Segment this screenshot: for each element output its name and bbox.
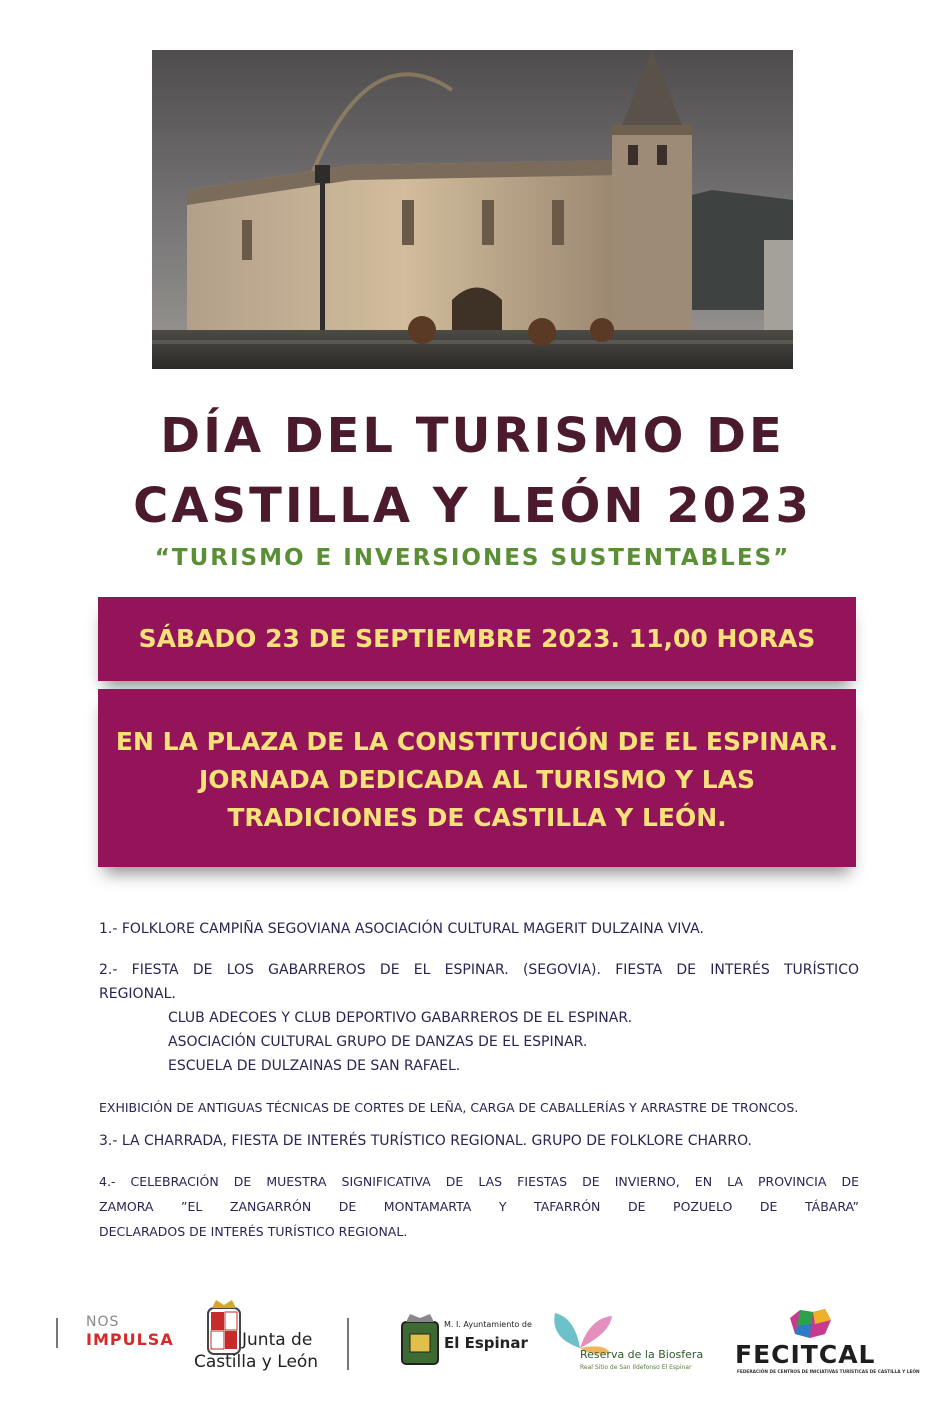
junta-logo bbox=[192, 1300, 332, 1380]
junta-line-1: Junta de bbox=[242, 1330, 313, 1350]
title-line-1: DÍA DEL TURISMO DE bbox=[160, 408, 785, 464]
fecitcal-name: FECITCAL bbox=[735, 1340, 876, 1369]
biosfera-logo bbox=[550, 1308, 704, 1378]
ayuntamiento-logo bbox=[400, 1312, 540, 1372]
title-line-2: CASTILLA Y LEÓN 2023 bbox=[133, 478, 812, 534]
program-sub-item-3: ESCUELA DE DULZAINAS DE SAN RAFAEL. bbox=[168, 1058, 461, 1074]
place-banner bbox=[98, 689, 856, 867]
biosfera-line-2: Real Sitio de San Ildefonso El Espinar bbox=[580, 1364, 692, 1371]
castle-shield-icon bbox=[400, 1312, 440, 1368]
subtitle: “TURISMO E INVERSIONES SUSTENTABLES” bbox=[154, 545, 791, 571]
fecitcal-logo bbox=[735, 1306, 920, 1376]
place-line-2: JORNADA DEDICADA AL TURISMO Y LAS bbox=[198, 765, 756, 794]
program-item-3: 3.- LA CHARRADA, FIESTA DE INTERÉS TURÍSTICO REGIONAL. GRUPO DE FOLKLORE CHARRO. bbox=[99, 1133, 752, 1149]
program-item-1: 1.- FOLKLORE CAMPIÑA SEGOVIANA ASOCIACIÓN CULTURAL MAGERIT DULZAINA VIVA. bbox=[99, 921, 704, 937]
program-sub-item-2: ASOCIACIÓN CULTURAL GRUPO DE DANZAS DE EL ESPINAR. bbox=[168, 1034, 588, 1050]
place-line-3: TRADICIONES DE CASTILLA Y LEÓN. bbox=[227, 803, 727, 832]
divider bbox=[56, 1318, 58, 1348]
program-exhibicion: EXHIBICIÓN DE ANTIGUAS TÉCNICAS DE CORTES DE LEÑA, CARGA DE CABALLERÍAS Y ARRASTRE DE TRONCOS. bbox=[99, 1100, 799, 1115]
church-photo bbox=[152, 50, 793, 369]
impulsa-text: IMPULSA bbox=[86, 1330, 174, 1349]
shield-icon bbox=[202, 1300, 246, 1360]
program-item-4-line-1: 4.- CELEBRACIÓN DE MUESTRA SIGNIFICATIVA DE LAS FIESTAS DE INVIERNO, EN LA PROVINCIA DE bbox=[99, 1174, 859, 1189]
program-item-4-line-2: ZAMORA ”EL ZANGARRÓN DE MONTAMARTA Y TAFARRÓN DE POZUELO DE TÁBARA” bbox=[99, 1199, 859, 1214]
program-item-2-line-2: REGIONAL. bbox=[99, 986, 176, 1002]
nos-text: NOS bbox=[86, 1314, 120, 1330]
ayto-line-2: El Espinar bbox=[444, 1334, 528, 1352]
program-sub-item-1: CLUB ADECOES Y CLUB DEPORTIVO GABARREROS DE EL ESPINAR. bbox=[168, 1010, 633, 1026]
date-banner: SÁBADO 23 DE SEPTIEMBRE 2023. 11,00 HORAS bbox=[98, 597, 856, 681]
place-line-1: EN LA PLAZA DE LA CONSTITUCIÓN DE EL ESPINAR. bbox=[115, 727, 839, 756]
biosfera-line-1: Reserva de la Biosfera bbox=[580, 1348, 704, 1361]
fecitcal-subtitle: FEDERACIÓN DE CENTROS DE INICIATIVAS TURÍSTICAS DE CASTILLA Y LEÓN bbox=[737, 1370, 920, 1375]
divider bbox=[347, 1318, 349, 1370]
ayto-line-1: M. I. Ayuntamiento de bbox=[444, 1320, 532, 1329]
junta-line-2: Castilla y León bbox=[194, 1352, 319, 1372]
program-item-4-line-3: DECLARADOS DE INTERÉS TURÍSTICO REGIONAL. bbox=[99, 1224, 408, 1239]
nos-impulsa-logo bbox=[86, 1314, 196, 1349]
map-icon bbox=[785, 1306, 835, 1342]
program-item-2-line-1: 2.- FIESTA DE LOS GABARREROS DE EL ESPINAR. (SEGOVIA). FIESTA DE INTERÉS TURÍSTICO bbox=[99, 962, 859, 978]
